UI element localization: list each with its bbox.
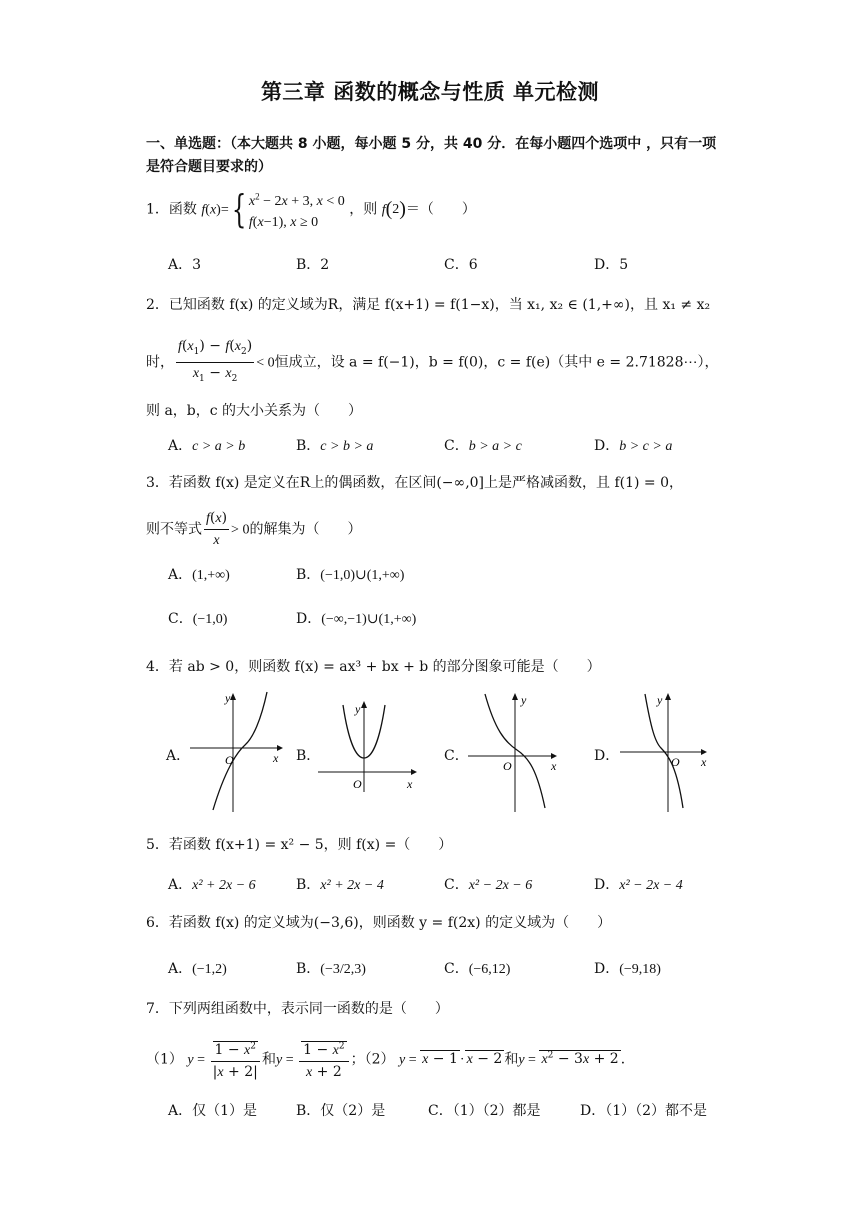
q1-option-d[interactable]: D．5 (594, 257, 629, 273)
question-3-line-2: 则不等式 $\frac{f(x)}{x}$ > 0的解集为（ ） (146, 510, 362, 548)
q4-option-b-label[interactable]: B． (296, 748, 321, 764)
q1-option-b[interactable]: B．2 (296, 257, 330, 273)
q7-part2-label: ；（2） (350, 1051, 395, 1068)
q3-option-b[interactable]: B．(−1,0)∪(1,+∞) (296, 567, 405, 583)
q2-option-a[interactable]: A．c > a > b (168, 438, 246, 454)
q1-option-a[interactable]: A．3 (168, 257, 202, 273)
svg-text:y: y (521, 693, 527, 707)
svg-text:x: x (273, 751, 279, 765)
question-1-stem: 1．函数 f(x)={ $x^2 - 2x + 3$, x < 0 f(x−1), x ≥ 0 ，则 f(2)＝（ ） (146, 187, 476, 232)
question-7-parts: （1） y = $\frac{1 - x^2}{|x + 2|}$ 和y = $\frac{1 - x^2}{x + 2}$ ；（2） y = x − 1 · x − 2 和$y = x^2 - 3x + 2$ ． (146, 1036, 635, 1083)
svg-text:O: O (503, 759, 512, 773)
q4-graph-b[interactable] (315, 700, 420, 795)
question-3-line-1: 3．若函数 f(x) 是定义在R上的偶函数，在区间(−∞,0]上是严格减函数，且 f(1) = 0， (146, 475, 684, 491)
question-7-stem: 7．下列两组函数中，表示同一函数的是（ ） (146, 1001, 449, 1017)
q1-tail: ＝（ ） (405, 201, 476, 218)
q7-option-b[interactable]: B．仅（2）是 (296, 1103, 386, 1119)
question-2-line-3: 则 a，b，c 的大小关系为（ ） (146, 403, 363, 419)
q5-option-b[interactable]: B．x² + 2x − 4 (296, 877, 384, 893)
q4-graph-d[interactable] (615, 690, 715, 815)
page-title: 第三章 函数的概念与性质 单元检测 (260, 80, 600, 104)
section-heading: 一、单选题：（本大题共 8 小题，每小题 5 分，共 40 分．在每小题四个选项中 ，只有一项是符合题目要求的） (146, 136, 717, 175)
question-5-stem: 5．若函数 f(x+1) = x² − 5，则 f(x) =（ ） (146, 837, 453, 853)
svg-text:x: x (551, 759, 557, 773)
svg-text:O: O (353, 777, 362, 791)
q4-option-d-label[interactable]: D． (594, 748, 620, 764)
q4-option-c-label[interactable]: C． (444, 748, 469, 764)
question-6-stem: 6．若函数 f(x) 的定义域为(−3,6)，则函数 y = f(2x) 的定义域为（ ） (146, 915, 612, 931)
svg-text:y: y (355, 702, 361, 716)
svg-text:O: O (671, 755, 680, 769)
q7-option-d[interactable]: D．（1）（2）都不是 (580, 1103, 708, 1119)
q2-option-b[interactable]: B．c > b > a (296, 438, 374, 454)
q7-option-c[interactable]: C．（1）（2）都是 (428, 1103, 541, 1119)
q4-graph-a[interactable] (185, 690, 285, 815)
q6-option-a[interactable]: A．(−1,2) (168, 961, 227, 977)
q7-option-a[interactable]: A．仅（1）是 (168, 1103, 258, 1119)
q3-option-c[interactable]: C．(−1,0) (168, 611, 228, 627)
q1-suffix: ，则 (349, 201, 378, 218)
question-2-line-1: 2．已知函数 f(x) 的定义域为R，满足 f(x+1) = f(1−x)，当 x₁, x₂ ∈ (1,+∞)，且 x₁ ≠ x₂ (146, 297, 711, 313)
q2-option-d[interactable]: D．b > c > a (594, 438, 673, 454)
q4-option-a-label[interactable]: A． (166, 748, 191, 764)
q5-option-c[interactable]: C．x² − 2x − 6 (444, 877, 533, 893)
q2-option-c[interactable]: C．b > a > c (444, 438, 522, 454)
q1-prefix: 1．函数 (146, 201, 197, 218)
svg-text:x: x (701, 755, 707, 769)
q5-option-d[interactable]: D．x² − 2x − 4 (594, 877, 683, 893)
q3-option-a[interactable]: A．(1,+∞) (168, 567, 230, 583)
q3-option-d[interactable]: D．(−∞,−1)∪(1,+∞) (296, 611, 417, 627)
svg-text:O: O (225, 753, 234, 767)
q2-line2-suffix: 恒成立，设 a = f(−1)，b = f(0)，c = f(e)（其中 e = 2.71828⋯）， (274, 354, 719, 371)
q4-graph-c[interactable] (465, 690, 565, 815)
q1-option-c[interactable]: C．6 (444, 257, 478, 273)
q6-option-c[interactable]: C．(−6,12) (444, 961, 511, 977)
q7-part1-label: （1） (146, 1051, 183, 1068)
q5-option-a[interactable]: A．x² + 2x − 6 (168, 877, 256, 893)
svg-text:x: x (407, 777, 413, 791)
svg-text:y: y (225, 691, 231, 705)
question-2-line-2: 时， $\frac{f(x_1) - f(x_2)}{x_1 - x_2}$ < 0恒成立，设 a = f(−1)，b = f(0)，c = f(e)（其中 e = 2.71828⋯）， (146, 338, 719, 384)
q3-line2-suffix: 的解集为（ ） (249, 521, 362, 538)
q6-option-b[interactable]: B．(−3/2,3) (296, 961, 366, 977)
svg-text:y: y (657, 693, 663, 707)
question-4-stem: 4．若 ab > 0，则函数 f(x) = ax³ + bx + b 的部分图象可能是（ ） (146, 659, 601, 675)
q6-option-d[interactable]: D．(−9,18) (594, 961, 661, 977)
